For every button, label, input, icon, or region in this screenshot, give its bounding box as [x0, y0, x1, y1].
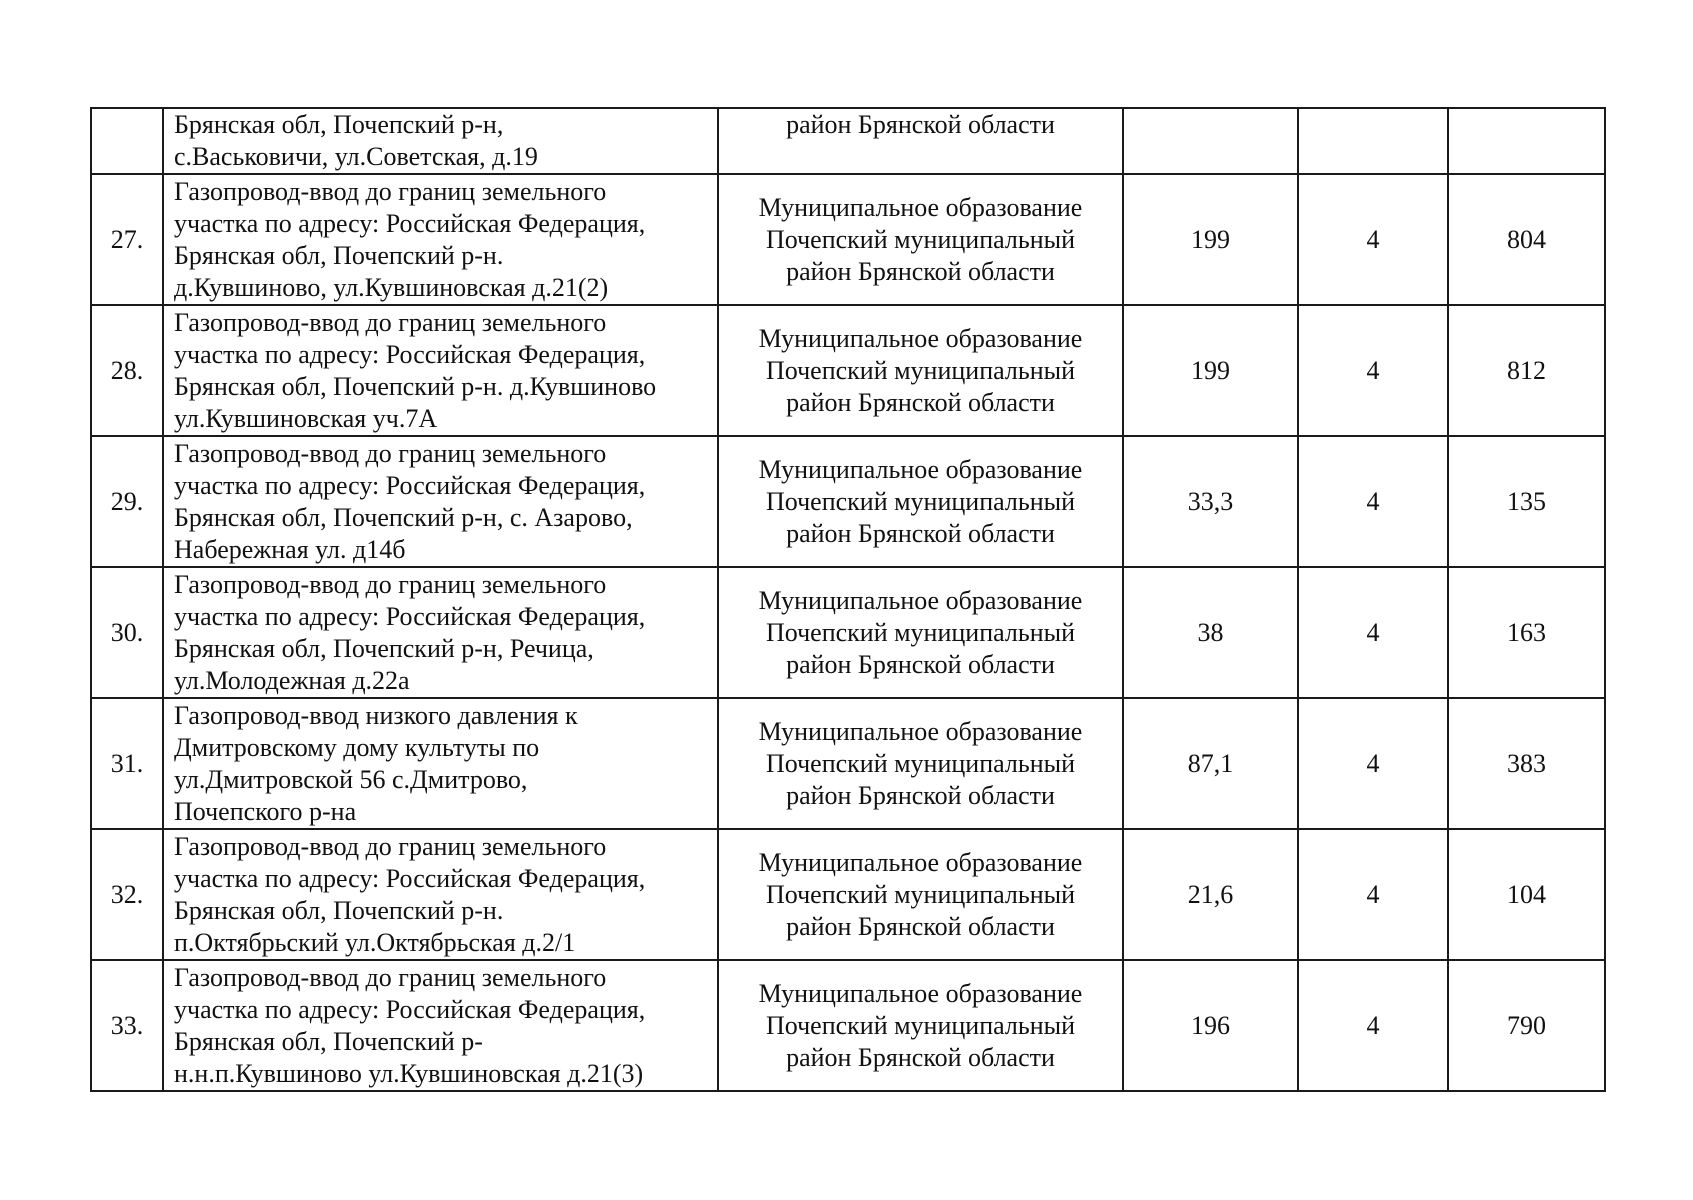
value-cell: [1448, 108, 1605, 174]
length-cell: 33,3: [1123, 436, 1298, 567]
row-number-cell: 31.: [91, 698, 163, 829]
value-cell: 383: [1448, 698, 1605, 829]
row-number-cell: 27.: [91, 174, 163, 305]
row-number-cell: 32.: [91, 829, 163, 960]
object-name-cell: Газопровод-ввод до границ земельного участка по адресу: Российская Федерация, Брянская обл, Почепский р-н, с. Азарово, Набережная ул. д14б: [163, 436, 718, 567]
table-row: [91, 698, 1605, 829]
owner-cell: Муниципальное образование Почепский муниципальный район Брянской области: [718, 829, 1123, 960]
object-name-cell: Газопровод-ввод до границ земельного участка по адресу: Российская Федерация, Брянская обл, Почепский р-н. п.Октябрьский ул.Октябрьская д.2/1: [163, 829, 718, 960]
length-cell: 196: [1123, 960, 1298, 1091]
value-cell: 812: [1448, 305, 1605, 436]
table-row: [91, 567, 1605, 698]
owner-cell: район Брянской области: [718, 108, 1123, 174]
owner-cell: Муниципальное образование Почепский муниципальный район Брянской области: [718, 174, 1123, 305]
object-name-cell: Газопровод-ввод до границ земельного участка по адресу: Российская Федерация, Брянская обл, Почепский р-н. д.Кувшиново ул.Кувшиновская уч.7А: [163, 305, 718, 436]
registry-table: [90, 107, 1606, 1092]
diameter-cell: 4: [1298, 960, 1448, 1091]
table-row: [91, 305, 1605, 436]
table-row: [91, 960, 1605, 1091]
length-cell: 199: [1123, 305, 1298, 436]
object-name-cell: Брянская обл, Почепский р-н, с.Васьковичи, ул.Советская, д.19: [163, 108, 718, 174]
table-row: [91, 174, 1605, 305]
value-cell: 163: [1448, 567, 1605, 698]
diameter-cell: 4: [1298, 567, 1448, 698]
owner-cell: Муниципальное образование Почепский муниципальный район Брянской области: [718, 436, 1123, 567]
row-number-cell: [91, 108, 163, 174]
diameter-cell: 4: [1298, 174, 1448, 305]
object-name-cell: Газопровод-ввод до границ земельного участка по адресу: Российская Федерация, Брянская обл, Почепский р-н. д.Кувшиново, ул.Кувшиновская д.21(2): [163, 174, 718, 305]
row-number-cell: 33.: [91, 960, 163, 1091]
length-cell: [1123, 108, 1298, 174]
length-cell: 21,6: [1123, 829, 1298, 960]
row-number-cell: 30.: [91, 567, 163, 698]
diameter-cell: 4: [1298, 436, 1448, 567]
owner-cell: Муниципальное образование Почепский муниципальный район Брянской области: [718, 305, 1123, 436]
object-name-cell: Газопровод-ввод низкого давления к Дмитровскому дому культуты по ул.Дмитровской 56 с.Дмитрово, Почепского р-на: [163, 698, 718, 829]
owner-cell: Муниципальное образование Почепский муниципальный район Брянской области: [718, 698, 1123, 829]
value-cell: 790: [1448, 960, 1605, 1091]
diameter-cell: 4: [1298, 829, 1448, 960]
diameter-cell: [1298, 108, 1448, 174]
object-name-cell: Газопровод-ввод до границ земельного участка по адресу: Российская Федерация, Брянская обл, Почепский р-н, Речица, ул.Молодежная д.22а: [163, 567, 718, 698]
length-cell: 87,1: [1123, 698, 1298, 829]
table-row: [91, 436, 1605, 567]
owner-cell: Муниципальное образование Почепский муниципальный район Брянской области: [718, 960, 1123, 1091]
row-number-cell: 28.: [91, 305, 163, 436]
length-cell: 199: [1123, 174, 1298, 305]
diameter-cell: 4: [1298, 305, 1448, 436]
object-name-cell: Газопровод-ввод до границ земельного участка по адресу: Российская Федерация, Брянская обл, Почепский р- н.н.п.Кувшиново ул.Кувшиновская д.21(3): [163, 960, 718, 1091]
value-cell: 104: [1448, 829, 1605, 960]
value-cell: 135: [1448, 436, 1605, 567]
length-cell: 38: [1123, 567, 1298, 698]
owner-cell: Муниципальное образование Почепский муниципальный район Брянской области: [718, 567, 1123, 698]
row-number-cell: 29.: [91, 436, 163, 567]
diameter-cell: 4: [1298, 698, 1448, 829]
value-cell: 804: [1448, 174, 1605, 305]
registry-table-body: [91, 108, 1605, 1091]
table-row: [91, 829, 1605, 960]
table-row: [91, 108, 1605, 174]
